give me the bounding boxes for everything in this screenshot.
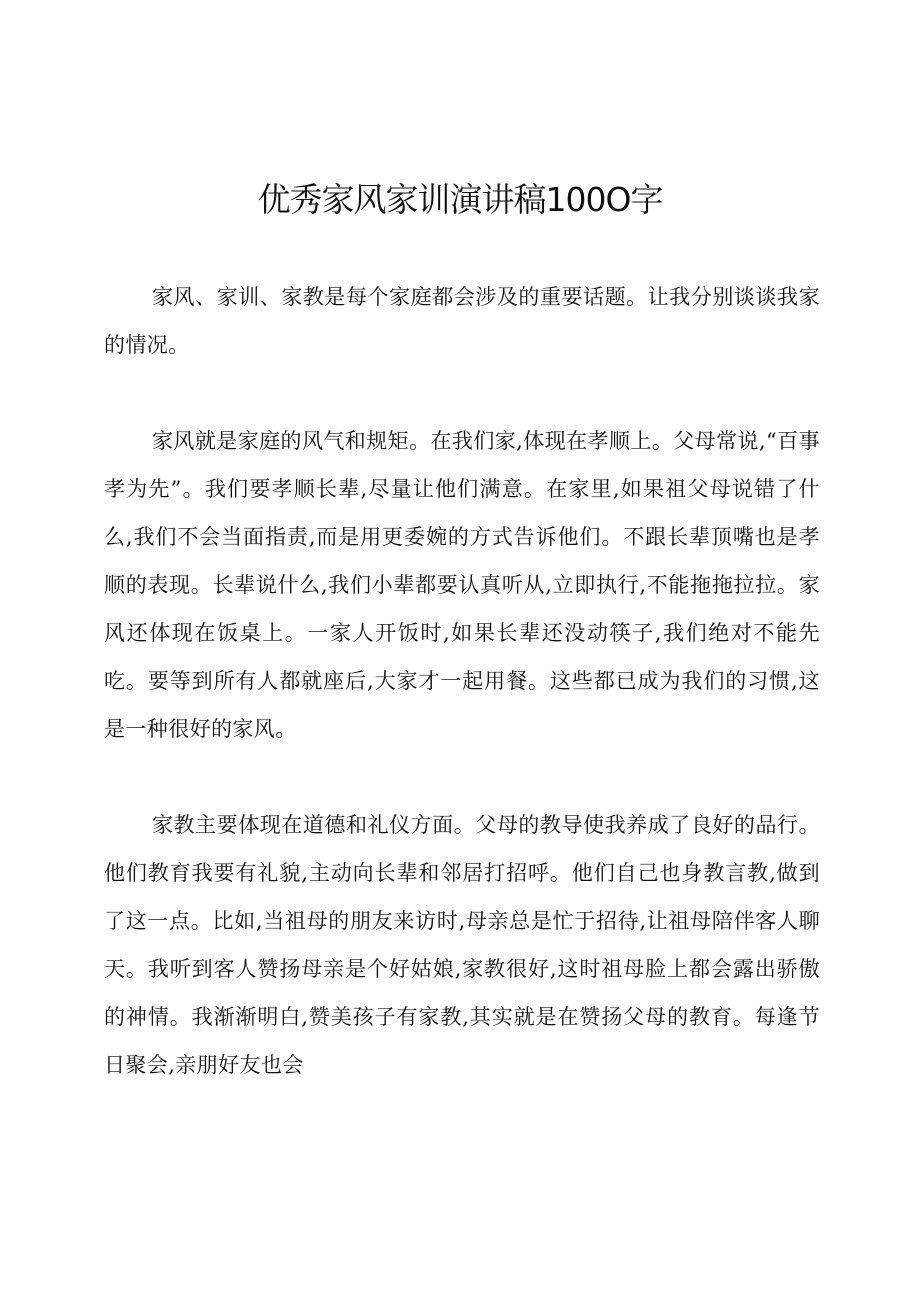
paragraph-intro: 家风、家训、家教是每个家庭都会涉及的重要话题。让我分别谈谈我家的情况。 xyxy=(104,285,820,357)
document-title: 优秀家风家训演讲稿100O字 xyxy=(257,180,663,219)
paragraph-family-education: 家教主要体现在道德和礼仪方面。父母的教导使我养成了良好的品行。他们教育我要有礼貌,主动向长辈和邻居打招呼。他们自己也身教言教,做到了这一点。比如,当祖母的朋友来访时,母亲总是忙于招待,让祖母陪伴客人聊天。我听到客人赞扬母亲是个好姑娘,家教很好,这时祖母脸上都会露出骄傲的神情。我渐渐明白,赞美孩子有家教,其实就是在赞扬父母的教育。每逢节日聚会,亲朋好友也会 xyxy=(104,813,820,1077)
paragraph-family-style: 家风就是家庭的风气和规矩。在我们家,体现在孝顺上。父母常说,“百事孝为先”。我们要孝顺长辈,尽量让他们满意。在家里,如果祖父母说错了什么,我们不会当面指责,而是用更委婉的方式告诉他们。不跟长辈顶嘴也是孝顺的表现。长辈说什么,我们小辈都要认真听从,立即执行,不能拖拖拉拉。家风还体现在饭桌上。一家人开饭时,如果长辈还没动筷子,我们绝对不能先吃。要等到所有人都就座后,大家才一起用餐。这些都已成为我们的习惯,这是一种很好的家风。 xyxy=(104,429,820,741)
